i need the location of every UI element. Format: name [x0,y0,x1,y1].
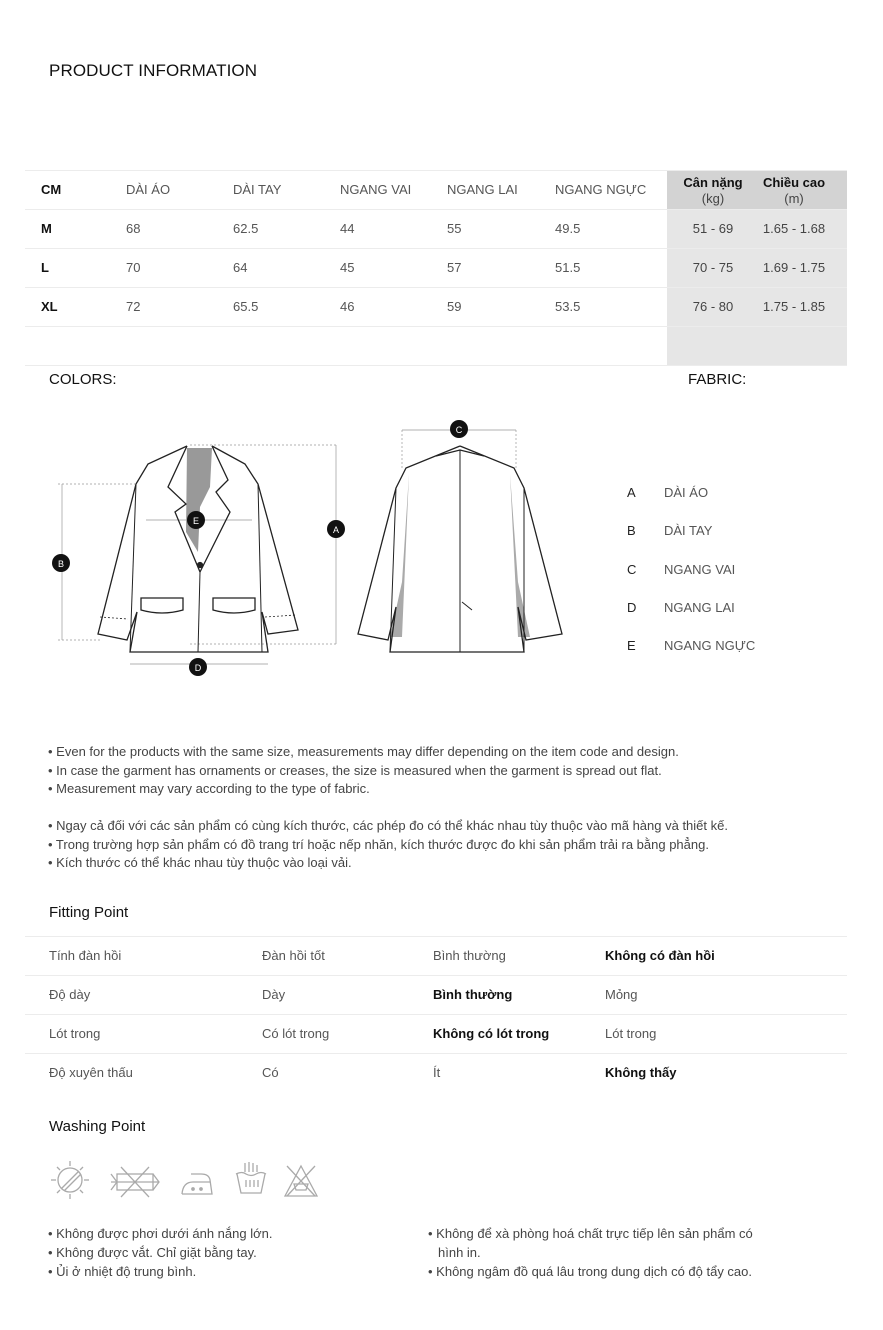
value-cell: 53.5 [555,299,581,314]
svg-text:D: D [194,663,202,673]
fitting-label: Độ dày [49,987,91,1002]
marker-a [327,520,345,538]
marker-c [450,420,468,438]
value-cell: 68 [126,221,141,236]
note-line: • Even for the products with the same size, measurements may differ depending on the item code and design. [48,744,679,759]
size-cell: L [41,260,49,275]
fitting-option-selected: Bình thường [433,987,513,1002]
fitting-option: Ít [433,1065,441,1080]
table-row-empty [25,327,847,366]
header-dai-tay: DÀI TAY [233,182,282,197]
value-cell: 70 [126,260,141,275]
notes-english [48,743,679,799]
washing-note: • Không được vắt. Chỉ giặt bằng tay. [48,1245,257,1260]
no-sun-dry-icon [48,1158,92,1202]
jacket-back-drawing [358,430,562,652]
value-cell: 44 [340,221,355,236]
header-cm: CM [41,182,62,197]
note-line: • Trong trường hợp sản phẩm có đồ trang trí hoặc nếp nhăn, kích thước được đo khi sản phẩm trải ra bằng phẳng. [48,836,709,852]
note-line: • Ngay cả đối với các sản phẩm có cùng kích thước, các phép đo có thể khác nhau tùy thuộc vào mã hàng và thiết kế. [48,818,728,833]
washing-note: • Không ngâm đồ quá lâu trong dung dịch có độ tẩy cao. [428,1264,753,1279]
fitting-label: Tính đàn hồi [49,948,122,963]
header-height: Chiều cao (m) [762,175,826,206]
value-cell: 72 [126,299,141,314]
table-row [25,249,847,288]
value-cell: 62.5 [233,221,259,236]
marker-d [189,658,207,676]
value-cell: 45 [340,260,355,275]
value-cell: 51.5 [555,260,581,275]
size-cell: M [41,221,52,236]
value-cell: 65.5 [233,299,259,314]
jacket-measurement-diagram [40,412,600,687]
value-cell: 64 [233,260,248,275]
value-cell: 57 [447,260,462,275]
height-cell: 1.75 - 1.85 [762,299,826,314]
svg-text:B: B [57,559,65,569]
washing-note: • Không để xà phòng hoá chất trực tiếp lên sản phẩm có [428,1226,753,1241]
fitting-option: Dày [262,987,286,1002]
fitting-option: Đàn hồi tốt [262,948,325,963]
washing-note: • Ủi ở nhiệt độ trung bình. [48,1264,197,1279]
no-bleach-icon [281,1162,321,1200]
weight-cell: 51 - 69 [692,221,734,236]
fitting-label: Lót trong [49,1026,101,1041]
fitting-option-selected: Không có đàn hồi [605,948,715,963]
washing-note: hình in. [438,1245,481,1260]
size-table [25,170,847,366]
header-ngang-vai: NGANG VAI [340,182,412,197]
value-cell: 59 [447,299,462,314]
note-line: • Measurement may vary according to the type of fabric. [48,781,370,796]
colors-label: COLORS: [49,371,117,388]
height-cell: 1.65 - 1.68 [762,221,826,236]
fabric-label: FABRIC: [688,371,747,388]
svg-text:E: E [192,516,200,526]
svg-text:C: C [455,425,463,435]
washing-note: • Không được phơi dưới ánh nắng lớn. [48,1226,273,1241]
weight-cell: 76 - 80 [692,299,734,314]
note-line: • In case the garment has ornaments or creases, the size is measured when the garment is spread out flat. [48,762,662,778]
iron-medium-icon [179,1166,215,1200]
marker-b [52,554,70,572]
fitting-table [25,936,847,1092]
fitting-option: Mỏng [605,987,638,1002]
value-cell: 46 [340,299,355,314]
fitting-row [25,1015,847,1054]
header-ngang-lai: NGANG LAI [447,182,518,197]
fitting-row [25,976,847,1015]
fitting-point-title: Fitting Point [49,904,129,921]
washing-point-title: Washing Point [49,1118,146,1135]
height-cell: 1.69 - 1.75 [762,260,826,275]
table-row [25,210,847,249]
header-ngang-nguc: NGANG NGỰC [555,182,647,197]
value-cell: 49.5 [555,221,581,236]
page-title: PRODUCT INFORMATION [49,61,258,80]
no-machine-wash-icon [107,1164,163,1200]
washing-icons [45,1158,335,1206]
fitting-option: Bình thường [433,948,506,963]
size-table-header [25,170,847,210]
value-cell: 55 [447,221,462,236]
fitting-option: Có [262,1065,279,1080]
notes-vietnamese [48,817,728,873]
fitting-option-selected: Không có lót trong [433,1026,550,1041]
fitting-label: Độ xuyên thấu [49,1065,133,1080]
jacket-front-drawing [58,445,338,664]
marker-e [187,511,205,529]
fitting-row [25,936,847,976]
hand-wash-icon [233,1160,269,1198]
washing-notes-left [48,1224,418,1281]
table-row [25,288,847,327]
washing-notes-right [428,1224,848,1281]
fitting-option-selected: Không thấy [605,1065,677,1080]
header-dai-ao: DÀI ÁO [126,182,171,197]
fitting-option: Lót trong [605,1026,657,1041]
svg-text:A: A [332,525,340,535]
header-weight: Cân nặng (kg) [683,175,743,206]
weight-cell: 70 - 75 [692,260,734,275]
size-cell: XL [41,299,58,314]
fitting-option: Có lót trong [262,1026,330,1041]
note-line: • Kích thước có thể khác nhau tùy thuộc vào loại vải. [48,855,352,870]
fitting-row [25,1054,847,1092]
